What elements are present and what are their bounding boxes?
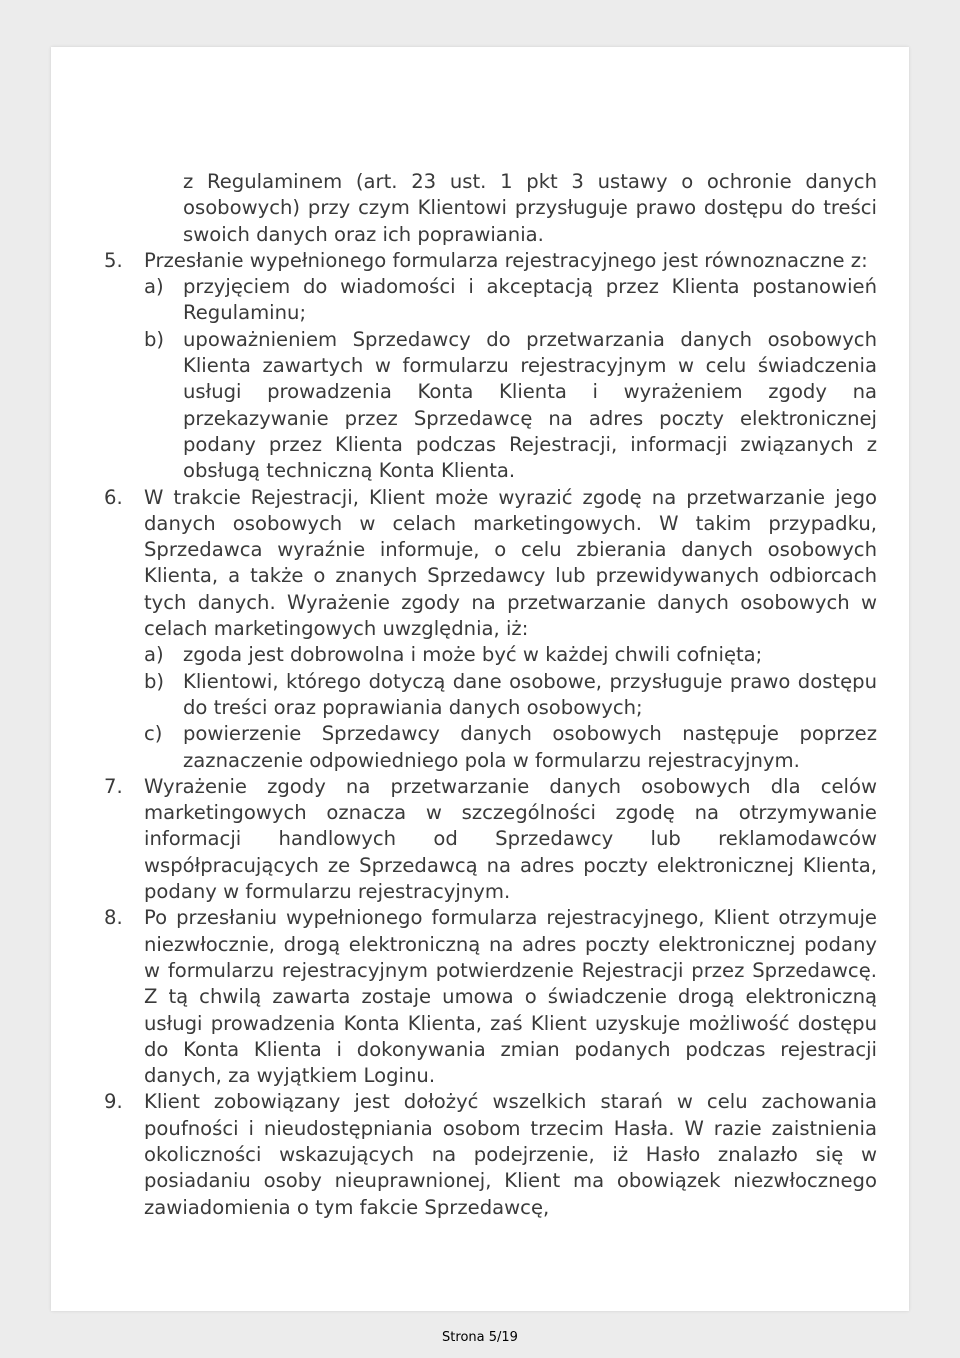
item-5-sub-a xyxy=(51,274,909,327)
item-6-sub-a xyxy=(51,642,909,668)
item-6-sub-c-letter: c) xyxy=(144,722,163,746)
document-page xyxy=(51,47,909,1311)
item-9-number: 9. xyxy=(104,1090,123,1114)
list-item-8 xyxy=(51,905,909,1089)
list-item-5 xyxy=(51,248,909,274)
item-8-text: Po przesłaniu wypełnionego formularza rejestracyjnego, Klient otrzymuje niezwłocznie, drogą elektroniczną na adres poczty elektronicznej podany w formularzu rejestracyjnym potwierdzenie Rejestracji przez Sprzedawcę. Z tą chwilą zawarta zostaje umowa o świadczenie drogą elektroniczną usługi prowadzenia Konta Klienta, zaś Klient uzyskuje możliwość dostępu do Konta Klienta i dokonywania zmian podanych podczas rejestracji danych, za wyjątkiem Loginu. xyxy=(144,906,877,1088)
item-7-text: Wyrażenie zgody na przetwarzanie danych osobowych dla celów marketingowych oznacza w szczególności zgodę na otrzymywanie informacji handlowych od Sprzedawcy lub reklamodawców współpracujących ze Sprzedawcą na adres poczty elektronicznej Klienta, podany w formularzu rejestracyjnym. xyxy=(144,774,877,904)
item-5-sub-a-text: przyjęciem do wiadomości i akceptacją przez Klienta postanowień Regulaminu; xyxy=(183,275,877,325)
list-item-7 xyxy=(51,774,909,905)
item-6-sub-b xyxy=(51,669,909,722)
item-6-sub-c-text: powierzenie Sprzedawcy danych osobowych następuje poprzez zaznaczenie odpowiedniego pola w formularzu rejestracyjnym. xyxy=(183,722,877,772)
item-5-text: Przesłanie wypełnionego formularza rejestracyjnego jest równoznaczne z: xyxy=(144,248,868,272)
item-5-sub-b xyxy=(51,327,909,485)
item-6-text: W trakcie Rejestracji, Klient może wyrazić zgodę na przetwarzanie jego danych osobowych w celach marketingowych. W takim przypadku, Sprzedawca wyraźnie informuje, o celu zbierania danych osobowych Klienta, a także o znanych Sprzedawcy lub przewidywanych odbiorcach tych danych. Wyrażenie zgody na przetwarzanie danych osobowych w celach marketingowych uwzględnia, iż: xyxy=(144,485,877,641)
list-item-9 xyxy=(51,1089,909,1220)
document-body xyxy=(51,169,909,1221)
item-6-sub-b-text: Klientowi, którego dotyczą dane osobowe, przysługuje prawo dostępu do treści oraz poprawiania danych osobowych; xyxy=(183,669,877,719)
item-8-number: 8. xyxy=(104,906,123,930)
item-6-sub-c xyxy=(51,721,909,774)
item-5-number: 5. xyxy=(104,248,123,272)
item-5-sub-b-text: upoważnieniem Sprzedawcy do przetwarzania danych osobowych Klienta zawartych w formularzu rejestracyjnym w celu świadczenia usługi prowadzenia Konta Klienta i wyrażeniem zgody na przekazywanie przez Sprzedawcę na adres poczty elektronicznej podany przez Klienta podczas Rejestracji, informacji związanych z obsługą techniczną Konta Klienta. xyxy=(183,327,877,483)
intro-paragraph xyxy=(51,169,909,248)
item-6-sub-b-letter: b) xyxy=(144,669,165,693)
item-5-sub-b-letter: b) xyxy=(144,327,165,351)
item-7-number: 7. xyxy=(104,774,123,798)
item-5-sub-a-letter: a) xyxy=(144,275,164,299)
item-9-text: Klient zobowiązany jest dołożyć wszelkich starań w celu zachowania poufności i nieudostępniania osobom trzecim Hasła. W razie zaistnienia okoliczności wskazujących na podejrzenie, iż Hasło znalazło się w posiadaniu osoby nieuprawnionej, Klient ma obowiązek niezwłocznego zawiadomienia o tym fakcie Sprzedawcę, xyxy=(144,1090,877,1219)
page-number: Strona 5/19 xyxy=(442,1330,518,1345)
item-6-number: 6. xyxy=(104,485,123,509)
item-6-sub-a-text: zgoda jest dobrowolna i może być w każdej chwili cofnięta; xyxy=(183,643,763,667)
list-item-6 xyxy=(51,485,909,643)
item-6-sub-a-letter: a) xyxy=(144,643,164,667)
intro-text: z Regulaminem (art. 23 ust. 1 pkt 3 ustawy o ochronie danych osobowych) przy czym Klientowi przysługuje prawo dostępu do treści swoich danych oraz ich poprawiania. xyxy=(183,170,877,246)
